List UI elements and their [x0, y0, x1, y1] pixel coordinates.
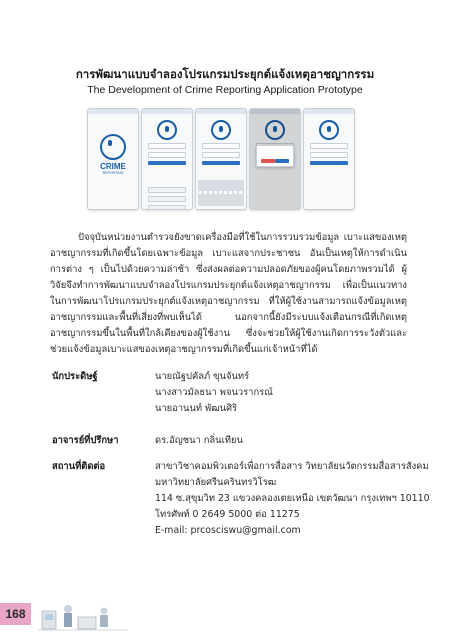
crime-logo-icon	[157, 120, 177, 140]
crime-logo-icon	[319, 120, 339, 140]
app-screenshots	[87, 108, 357, 216]
footer-illustration	[38, 597, 128, 633]
dialog-box	[256, 145, 294, 167]
contact-line: สาขาวิชาคอมพิวเตอร์เพื่อการสื่อสาร วิทยาลัยนวัตกรรมสื่อสารสังคม	[155, 461, 429, 472]
crime-logo-icon	[100, 134, 126, 160]
inventor-name: นายอานนท์ พัฒนศิริ	[155, 403, 238, 414]
contact-line: โทรศัพท์ 0 2649 5000 ต่อ 11275	[155, 509, 300, 520]
description	[50, 230, 407, 358]
crime-logo-icon	[211, 120, 231, 140]
app-logo-sub: REPORTING	[102, 171, 124, 175]
inventor-name: นายณัฐปคัลภ์ ขุนจันทร์	[155, 371, 250, 382]
contact-label: สถานที่ติดต่อ	[52, 461, 106, 472]
contact-line: มหาวิทยาลัยศรีนครินทรวิโรฒ	[155, 477, 277, 488]
contact-email: E-mail: prcosciswu@gmail.com	[155, 525, 301, 536]
advisor-name: ดร.อัญชนา กลิ่นเทียน	[155, 435, 243, 446]
description-paragraph: ปัจจุบันหน่วยงานตำรวจยังขาดเครื่องมือที่ใช้ในการรวบรวมข้อมูล เบาะแสของเหตุอาชญากรรมที่เกิดขึ้นโดยเฉพาะข้อมูล เบาะแสจากประชาชน อันเป็นเหตุให้การดำเนินการต่าง ๆ เป็นไปด้วยความล่าช้า ซึ่งส่งผลต่อความปลอดภัยของผู้คนโดยภาพรวมได้ ผู้วิจัยจึงทำการพัฒนาแบบจำลองโปรแกรมประยุกต์แจ้งเหตุอาชญากรรม เพื่อเป็นแนวทางในการพัฒนาโปรแกรมประยุกต์แจ้งเหตุอาชญากรรม ที่ให้ผู้ใช้งานสามารถแจ้งข้อมูลเหตุอาชญากรรมและพื้นที่เสี่ยงที่พบเห็นได้ นอกจากนี้ยังมีระบบแจ้งเตือนกรณีที่เกิดเหตุอาชญากรรมขึ้นในพื้นที่ใกล้เคียงของผู้ใช้งาน ซึ่งจะช่วยให้ผู้ใช้งานเกิดการระวังตัวและช่วยแจ้งข้อมูลเบาะแสของเหตุอาชญากรรมที่เกิดขึ้นแก่เจ้าหน้าที่ได้	[50, 232, 407, 355]
phone-keyboard	[195, 108, 247, 210]
advisor-label: อาจารย์ที่ปรึกษา	[52, 435, 119, 446]
title-english: The Development of Crime Reporting Application Prototype	[87, 84, 363, 96]
keyboard	[198, 180, 244, 206]
phone-splash	[87, 108, 139, 210]
phone-form	[303, 108, 355, 210]
inventor-name: นางสาวมัลธนา พจนวรากรณ์	[155, 387, 273, 398]
phone-dialog	[249, 108, 301, 210]
title-thai: การพัฒนาแบบจำลองโปรแกรมประยุกต์แจ้งเหตุอาชญากรรม	[75, 67, 375, 81]
phone-login	[141, 108, 193, 210]
inventors-label: นักประดิษฐ์	[52, 371, 98, 382]
page-number: 168	[0, 603, 31, 625]
contact-line: 114 ซ.สุขุมวิท 23 แขวงคลองเตยเหนือ เขตวัฒนา กรุงเทพฯ 10110	[155, 493, 430, 504]
app-logo-name: CRIME	[100, 162, 126, 171]
